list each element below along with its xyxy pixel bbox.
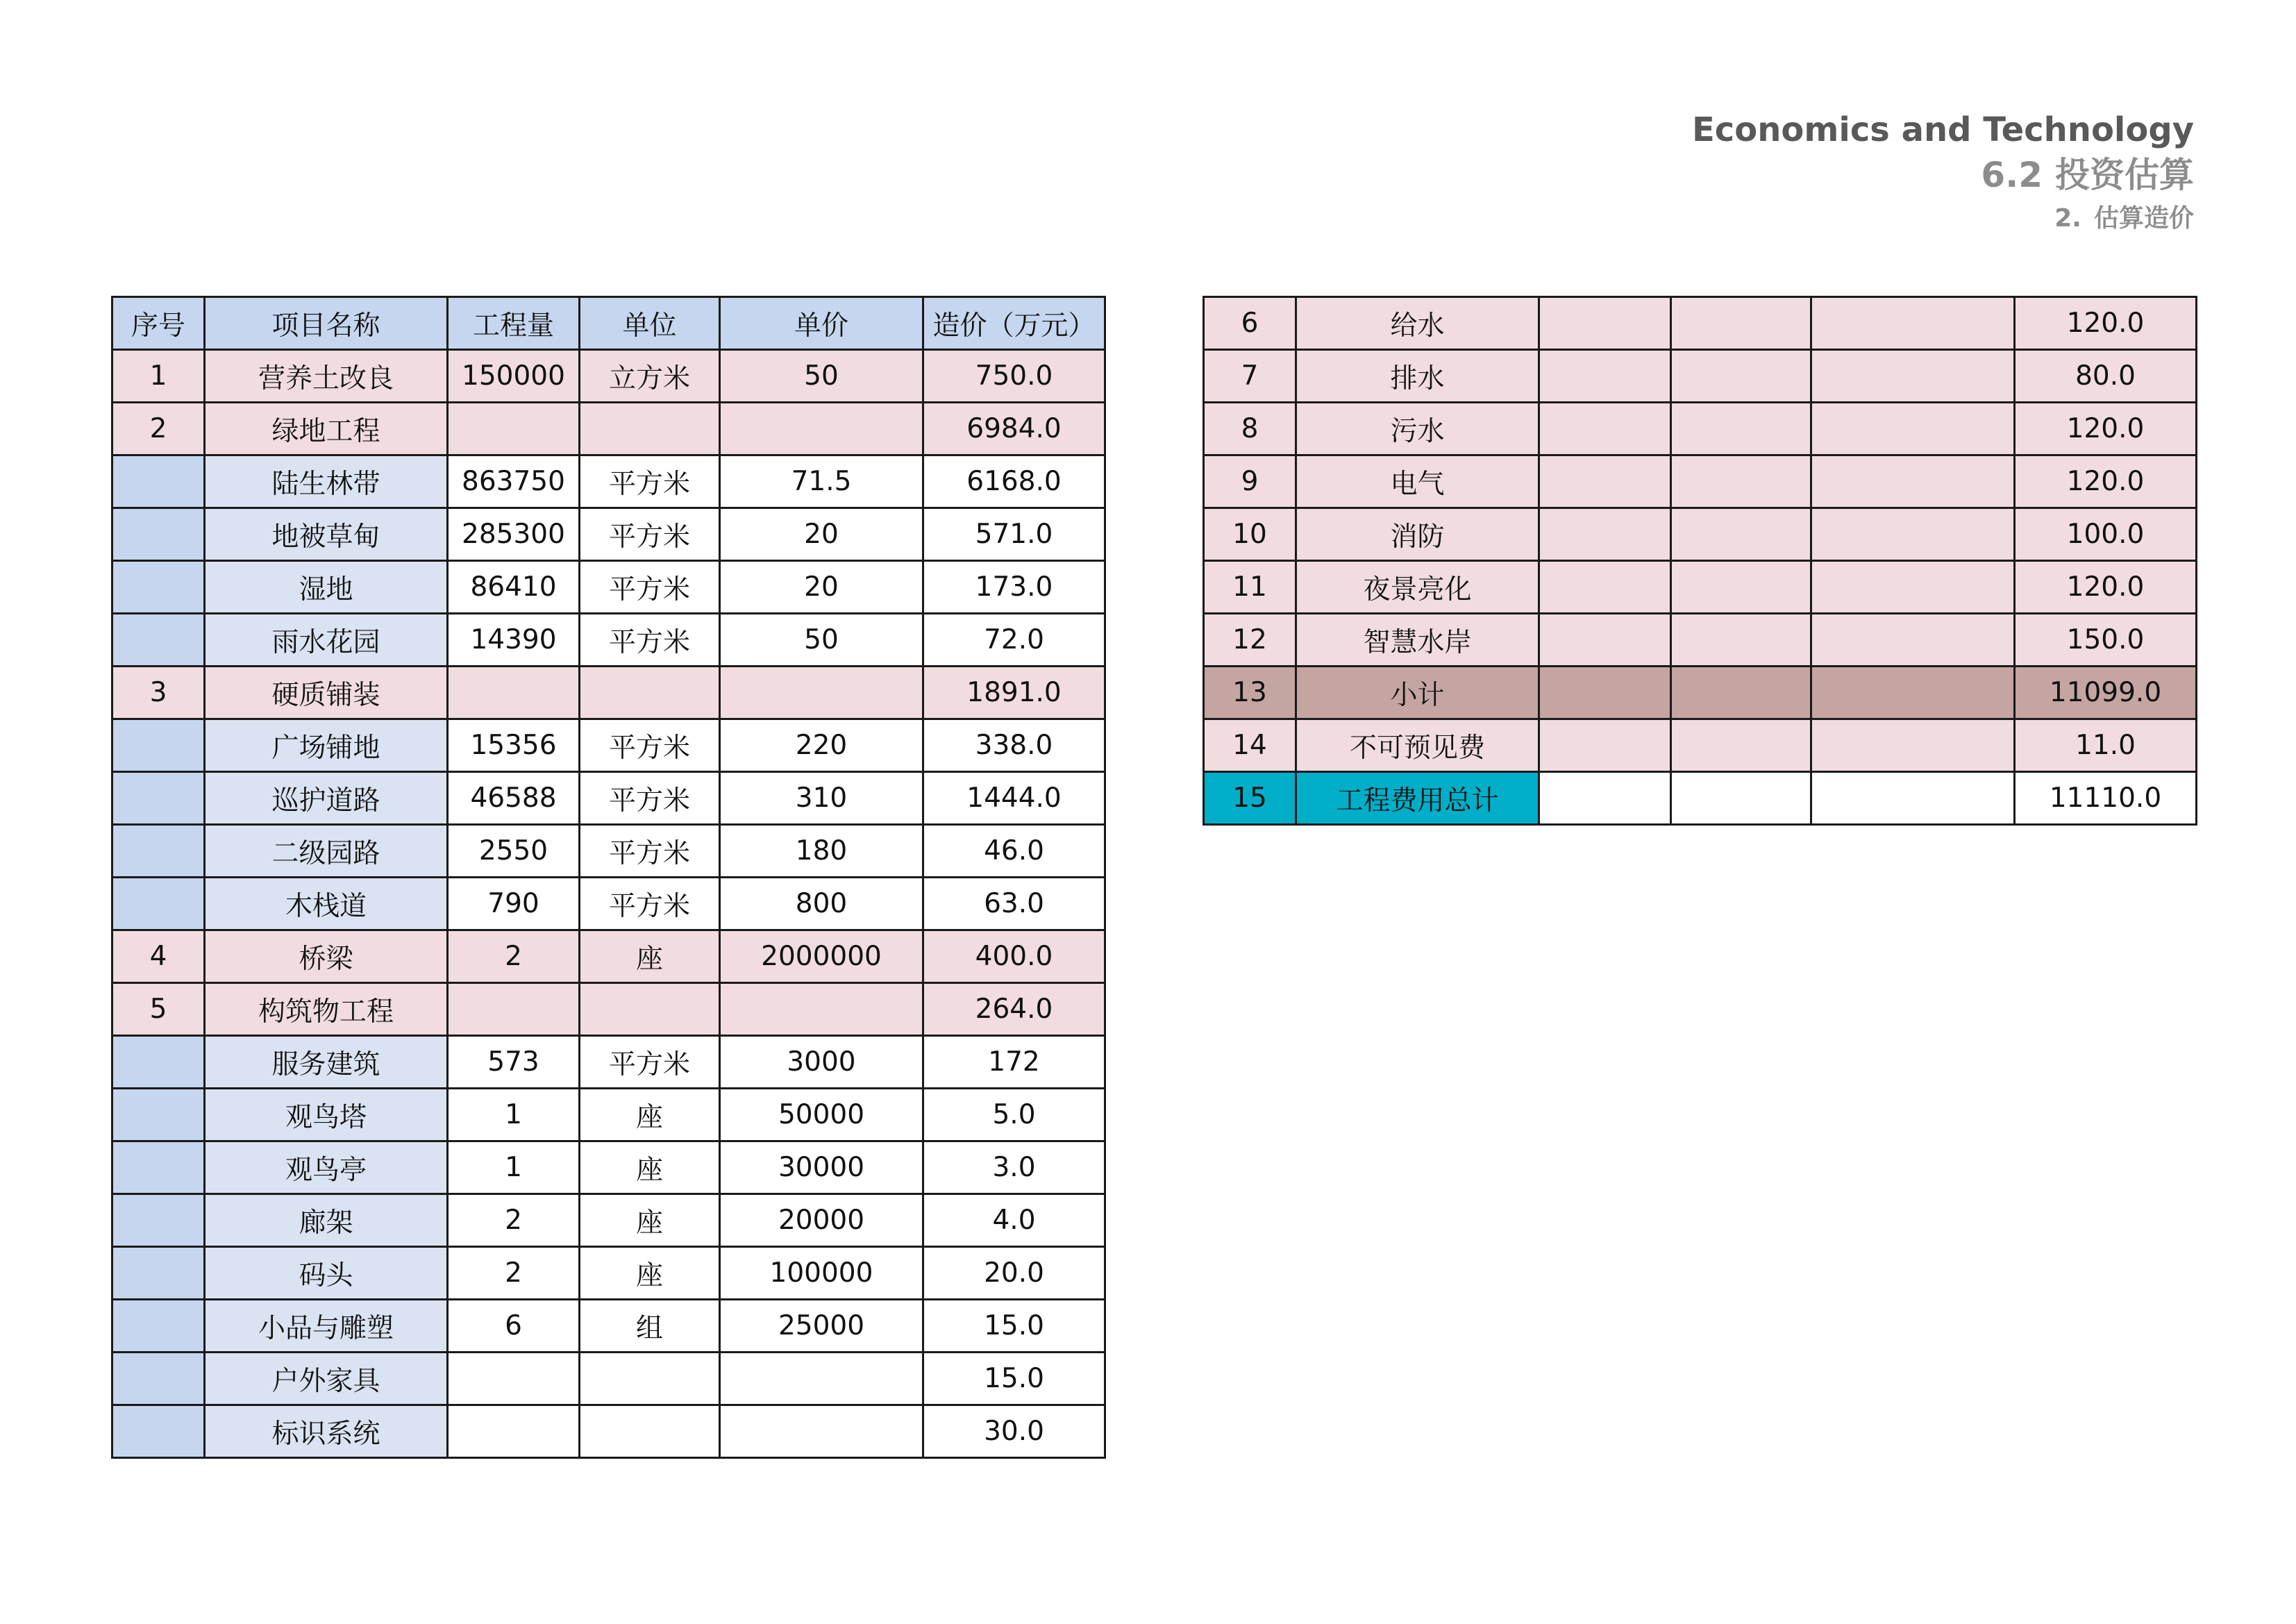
cell-seq — [112, 1247, 205, 1300]
cell-seq: 10 — [1204, 508, 1296, 561]
cell-unit-price — [720, 983, 923, 1036]
cell-unit — [1671, 403, 1811, 455]
cell-quantity: 2 — [448, 930, 580, 983]
cell-seq: 3 — [112, 667, 205, 719]
cell-seq — [112, 1194, 205, 1247]
cost-table-right — [1203, 296, 2197, 826]
cell-seq: 4 — [112, 930, 205, 983]
header-title-en: Economics and Technology — [1692, 110, 2194, 149]
cell-unit: 立方米 — [580, 350, 720, 403]
cell-unit: 座 — [580, 1089, 720, 1141]
cell-unit — [1671, 455, 1811, 508]
cell-cost: 3.0 — [923, 1141, 1105, 1194]
cell-name: 硬质铺装 — [205, 667, 448, 719]
cell-quantity: 14390 — [448, 614, 580, 667]
cell-name: 污水 — [1296, 403, 1539, 455]
cell-name: 小计 — [1296, 667, 1539, 719]
table-row — [112, 350, 1105, 403]
cell-seq: 11 — [1204, 561, 1296, 614]
cell-unit-price: 20000 — [720, 1194, 923, 1247]
cell-unit-price — [720, 1353, 923, 1405]
table-row — [112, 403, 1105, 455]
cell-unit-price — [720, 1405, 923, 1458]
cell-unit — [1671, 561, 1811, 614]
cell-cost: 80.0 — [2015, 350, 2197, 403]
cell-unit-price — [1811, 719, 2015, 772]
table-row — [112, 1300, 1105, 1353]
cell-cost: 100.0 — [2015, 508, 2197, 561]
table-row — [112, 1353, 1105, 1405]
cell-name: 排水 — [1296, 350, 1539, 403]
table-row — [1204, 614, 2197, 667]
cell-seq — [112, 614, 205, 667]
cell-unit-price: 25000 — [720, 1300, 923, 1353]
section-title — [1692, 152, 2194, 198]
cell-cost: 150.0 — [2015, 614, 2197, 667]
table-row — [1204, 403, 2197, 455]
cell-cost: 5.0 — [923, 1089, 1105, 1141]
header-cell-cost: 造价（万元） — [923, 297, 1105, 350]
table-row — [112, 1194, 1105, 1247]
cell-cost: 6168.0 — [923, 455, 1105, 508]
cell-unit-price — [1811, 614, 2015, 667]
cell-unit-price: 30000 — [720, 1141, 923, 1194]
cell-name: 地被草甸 — [205, 508, 448, 561]
cell-unit: 座 — [580, 930, 720, 983]
cell-quantity — [448, 1405, 580, 1458]
cell-quantity — [1539, 772, 1671, 825]
cell-unit-price — [1811, 772, 2015, 825]
table-row — [112, 1036, 1105, 1089]
table-header-row — [112, 297, 1105, 350]
cell-name: 绿地工程 — [205, 403, 448, 455]
header-cell-seq: 序号 — [112, 297, 205, 350]
table-row — [1204, 455, 2197, 508]
cell-unit-price: 2000000 — [720, 930, 923, 983]
cell-name: 不可预见费 — [1296, 719, 1539, 772]
table-row — [112, 508, 1105, 561]
cell-cost: 72.0 — [923, 614, 1105, 667]
cell-cost: 571.0 — [923, 508, 1105, 561]
cell-unit: 平方米 — [580, 561, 720, 614]
cell-quantity — [1539, 561, 1671, 614]
cell-seq — [112, 878, 205, 930]
cell-unit: 平方米 — [580, 772, 720, 825]
cell-unit — [580, 983, 720, 1036]
cell-cost: 15.0 — [923, 1300, 1105, 1353]
table-row — [1204, 719, 2197, 772]
table-row — [1204, 508, 2197, 561]
cell-cost: 173.0 — [923, 561, 1105, 614]
cell-cost: 20.0 — [923, 1247, 1105, 1300]
cell-quantity — [1539, 350, 1671, 403]
cell-quantity — [448, 983, 580, 1036]
cell-cost: 120.0 — [2015, 561, 2197, 614]
cell-cost: 1891.0 — [923, 667, 1105, 719]
cell-unit — [580, 667, 720, 719]
cell-unit — [1671, 614, 1811, 667]
cell-quantity — [1539, 508, 1671, 561]
table-row — [1204, 561, 2197, 614]
cell-name: 二级园路 — [205, 825, 448, 878]
table-row — [112, 719, 1105, 772]
cell-name: 湿地 — [205, 561, 448, 614]
cell-cost: 120.0 — [2015, 297, 2197, 350]
cell-unit — [580, 1405, 720, 1458]
table-row — [112, 667, 1105, 719]
subsection-number: 2. — [2054, 204, 2081, 233]
cell-seq — [112, 508, 205, 561]
cell-seq — [112, 772, 205, 825]
table-row — [112, 983, 1105, 1036]
table-row — [112, 561, 1105, 614]
cell-cost: 264.0 — [923, 983, 1105, 1036]
table-row — [112, 614, 1105, 667]
cell-unit-price — [720, 667, 923, 719]
cell-unit: 座 — [580, 1141, 720, 1194]
cell-quantity: 1 — [448, 1089, 580, 1141]
cell-quantity — [1539, 297, 1671, 350]
cell-unit-price — [1811, 455, 2015, 508]
cell-seq: 15 — [1204, 772, 1296, 825]
cell-unit-price — [1811, 667, 2015, 719]
cell-name: 广场铺地 — [205, 719, 448, 772]
cell-unit: 座 — [580, 1247, 720, 1300]
cell-name: 桥梁 — [205, 930, 448, 983]
cell-unit — [1671, 667, 1811, 719]
cell-unit: 平方米 — [580, 455, 720, 508]
cell-seq — [112, 719, 205, 772]
cell-seq: 5 — [112, 983, 205, 1036]
cell-quantity — [448, 667, 580, 719]
cell-quantity: 2 — [448, 1247, 580, 1300]
table-row — [112, 1405, 1105, 1458]
cell-unit-price: 20 — [720, 561, 923, 614]
cell-cost: 11099.0 — [2015, 667, 2197, 719]
cell-name: 电气 — [1296, 455, 1539, 508]
header-cell-unit-price: 单价 — [720, 297, 923, 350]
cell-unit — [1671, 719, 1811, 772]
cell-quantity — [448, 1353, 580, 1405]
cell-quantity: 2550 — [448, 825, 580, 878]
cell-quantity: 15356 — [448, 719, 580, 772]
cell-quantity: 150000 — [448, 350, 580, 403]
cell-unit-price: 800 — [720, 878, 923, 930]
cell-seq — [112, 455, 205, 508]
table-row — [1204, 350, 2197, 403]
cell-name: 标识系统 — [205, 1405, 448, 1458]
cell-unit: 平方米 — [580, 508, 720, 561]
cell-name: 智慧水岸 — [1296, 614, 1539, 667]
cell-quantity: 863750 — [448, 455, 580, 508]
table-row — [1204, 772, 2197, 825]
cell-quantity: 285300 — [448, 508, 580, 561]
cell-quantity — [1539, 455, 1671, 508]
cell-unit: 座 — [580, 1194, 720, 1247]
cell-quantity: 86410 — [448, 561, 580, 614]
cell-unit: 平方米 — [580, 1036, 720, 1089]
cell-name: 廊架 — [205, 1194, 448, 1247]
cell-cost: 750.0 — [923, 350, 1105, 403]
table-row — [112, 825, 1105, 878]
cell-cost: 400.0 — [923, 930, 1105, 983]
cell-seq: 12 — [1204, 614, 1296, 667]
cell-quantity — [448, 403, 580, 455]
cell-unit-price — [1811, 297, 2015, 350]
cell-quantity: 6 — [448, 1300, 580, 1353]
cell-unit-price: 180 — [720, 825, 923, 878]
cell-cost: 338.0 — [923, 719, 1105, 772]
cell-unit: 平方米 — [580, 614, 720, 667]
cell-seq: 1 — [112, 350, 205, 403]
cell-seq — [112, 1405, 205, 1458]
cell-unit-price: 50 — [720, 614, 923, 667]
cell-name: 码头 — [205, 1247, 448, 1300]
cell-name: 雨水花园 — [205, 614, 448, 667]
cell-unit — [1671, 508, 1811, 561]
cell-name: 服务建筑 — [205, 1036, 448, 1089]
cell-unit-price — [720, 403, 923, 455]
cell-seq: 2 — [112, 403, 205, 455]
cell-name: 工程费用总计 — [1296, 772, 1539, 825]
cell-unit-price: 3000 — [720, 1036, 923, 1089]
section-number: 6.2 — [1981, 155, 2043, 195]
cell-cost: 11.0 — [2015, 719, 2197, 772]
cell-cost: 63.0 — [923, 878, 1105, 930]
cell-seq — [112, 561, 205, 614]
cell-unit: 平方米 — [580, 719, 720, 772]
header-cell-unit: 单位 — [580, 297, 720, 350]
cell-seq — [112, 825, 205, 878]
cell-cost: 4.0 — [923, 1194, 1105, 1247]
cell-cost: 15.0 — [923, 1353, 1105, 1405]
cost-table-left — [111, 296, 1106, 1459]
cell-seq — [112, 1300, 205, 1353]
table-row — [1204, 297, 2197, 350]
cell-quantity — [1539, 667, 1671, 719]
cell-quantity: 46588 — [448, 772, 580, 825]
cell-seq — [112, 1353, 205, 1405]
cell-unit: 组 — [580, 1300, 720, 1353]
cell-unit: 平方米 — [580, 878, 720, 930]
cell-name: 夜景亮化 — [1296, 561, 1539, 614]
cell-name: 户外家具 — [205, 1353, 448, 1405]
cell-unit-price — [1811, 350, 2015, 403]
cell-cost: 1444.0 — [923, 772, 1105, 825]
cell-name: 消防 — [1296, 508, 1539, 561]
header-cell-name: 项目名称 — [205, 297, 448, 350]
cell-unit-price: 100000 — [720, 1247, 923, 1300]
cell-unit: 平方米 — [580, 825, 720, 878]
cell-name: 构筑物工程 — [205, 983, 448, 1036]
cell-unit — [580, 403, 720, 455]
cell-unit-price: 220 — [720, 719, 923, 772]
cell-unit-price: 71.5 — [720, 455, 923, 508]
cell-quantity — [1539, 614, 1671, 667]
table-row — [112, 878, 1105, 930]
cell-name: 小品与雕塑 — [205, 1300, 448, 1353]
table-row — [112, 1089, 1105, 1141]
cell-unit — [1671, 772, 1811, 825]
cell-cost: 46.0 — [923, 825, 1105, 878]
cell-quantity — [1539, 719, 1671, 772]
cell-cost: 6984.0 — [923, 403, 1105, 455]
cell-cost: 120.0 — [2015, 455, 2197, 508]
subsection-name: 估算造价 — [2093, 204, 2194, 233]
cell-seq: 13 — [1204, 667, 1296, 719]
cell-seq: 7 — [1204, 350, 1296, 403]
cell-unit — [1671, 297, 1811, 350]
cell-cost: 120.0 — [2015, 403, 2197, 455]
cell-name: 巡护道路 — [205, 772, 448, 825]
cell-unit-price: 20 — [720, 508, 923, 561]
table-row — [112, 772, 1105, 825]
table-row — [112, 1247, 1105, 1300]
cell-seq: 14 — [1204, 719, 1296, 772]
cell-name: 观鸟亭 — [205, 1141, 448, 1194]
cell-quantity: 790 — [448, 878, 580, 930]
cell-unit-price: 50 — [720, 350, 923, 403]
section-name: 投资估算 — [2055, 155, 2194, 195]
cell-seq: 9 — [1204, 455, 1296, 508]
cell-unit-price — [1811, 403, 2015, 455]
header-cell-quantity: 工程量 — [448, 297, 580, 350]
table-row — [112, 1141, 1105, 1194]
cell-seq — [112, 1141, 205, 1194]
cell-cost: 11110.0 — [2015, 772, 2197, 825]
cell-seq — [112, 1036, 205, 1089]
cell-seq: 8 — [1204, 403, 1296, 455]
subsection-title — [1692, 198, 2194, 240]
cell-unit-price — [1811, 561, 2015, 614]
cell-seq: 6 — [1204, 297, 1296, 350]
cell-quantity: 1 — [448, 1141, 580, 1194]
cell-cost: 30.0 — [923, 1405, 1105, 1458]
cell-unit-price: 50000 — [720, 1089, 923, 1141]
cell-name: 陆生林带 — [205, 455, 448, 508]
cell-unit-price: 310 — [720, 772, 923, 825]
table-row — [1204, 667, 2197, 719]
cell-name: 给水 — [1296, 297, 1539, 350]
table-row — [112, 455, 1105, 508]
cell-quantity: 573 — [448, 1036, 580, 1089]
cell-name: 木栈道 — [205, 878, 448, 930]
page-header — [1692, 108, 2194, 240]
cell-seq — [112, 1089, 205, 1141]
cell-name: 观鸟塔 — [205, 1089, 448, 1141]
cell-unit — [580, 1353, 720, 1405]
cell-name: 营养土改良 — [205, 350, 448, 403]
cell-quantity — [1539, 403, 1671, 455]
cell-unit — [1671, 350, 1811, 403]
table-row — [112, 930, 1105, 983]
cell-quantity: 2 — [448, 1194, 580, 1247]
cell-cost: 172 — [923, 1036, 1105, 1089]
cell-unit-price — [1811, 508, 2015, 561]
